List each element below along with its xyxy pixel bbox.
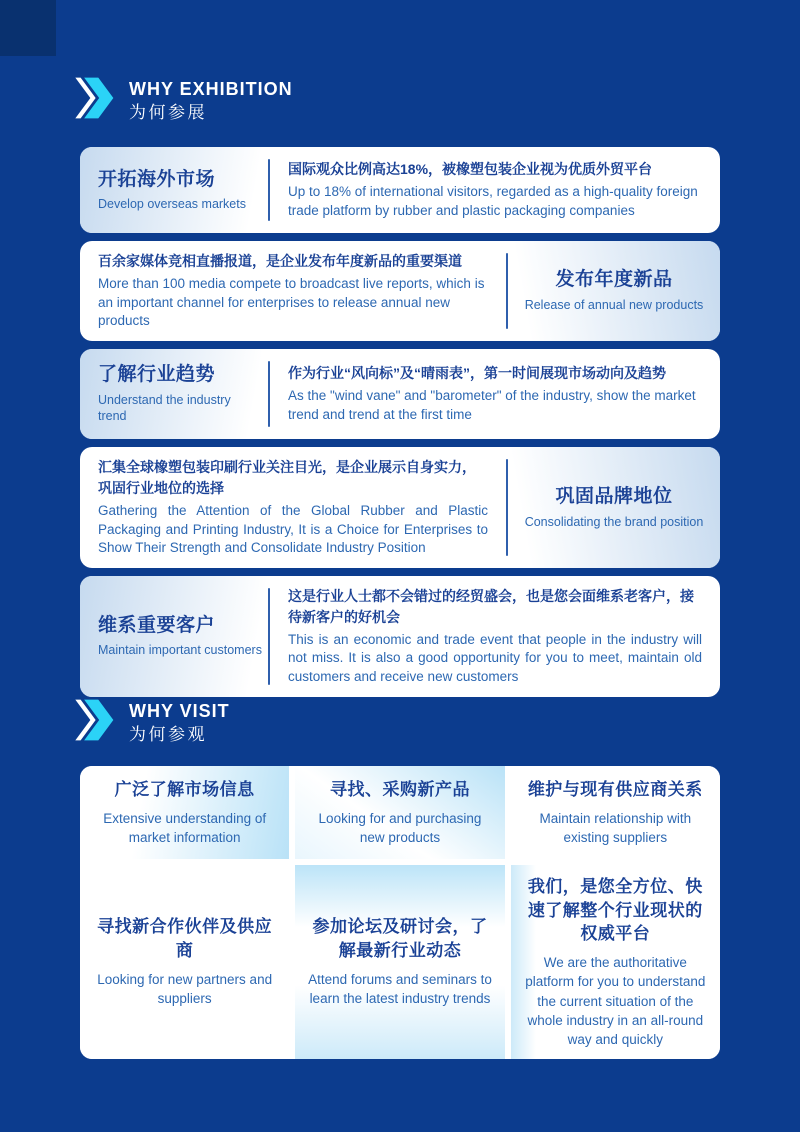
card-body xyxy=(270,147,720,233)
card-body xyxy=(80,447,506,568)
benefit-card-list xyxy=(80,147,720,697)
card-body-zh: 百余家媒体竞相直播报道，是企业发布年度新品的重要渠道 xyxy=(98,253,462,269)
double-chevron-icon xyxy=(70,698,116,747)
card-consolidate-brand-position xyxy=(80,447,720,568)
visit-cell-authoritative-platform xyxy=(511,865,720,1059)
cell-title-zh: 寻找新合作伙伴及供应商 xyxy=(97,917,273,961)
why-visit-header xyxy=(70,698,230,747)
cell-title-en: Extensive understanding of market information xyxy=(103,810,267,845)
visit-cell-purchase-new-products xyxy=(295,766,504,859)
card-body-zh: 国际观众比例高达18%，被橡塑包装企业视为优质外贸平台 xyxy=(288,161,653,178)
card-title-zh: 开拓海外市场 xyxy=(98,168,216,190)
cell-title-en: Maintain relationship with existing suppliers xyxy=(539,810,692,845)
card-title-block xyxy=(80,576,268,697)
card-body-en: More than 100 media compete to broadcast live reports, which is an important channel for enterprises to release annual new products xyxy=(98,276,485,329)
card-body-en: This is an economic and trade event that people in the industry will not miss. It is also a good opportunity for you to meet, maintain old customers and receive new customers xyxy=(288,631,702,684)
card-body xyxy=(270,349,720,439)
card-title-block xyxy=(80,147,268,233)
cell-title-zh: 维护与现有供应商关系 xyxy=(527,779,703,799)
card-title-en: Consolidating the brand position xyxy=(524,514,704,529)
cell-title-en: Looking for new partners and suppliers xyxy=(97,972,273,1007)
card-body-en: Up to 18% of international visitors, regarded as a high-quality foreign trade platform by rubber and plastic packaging companies xyxy=(288,184,698,218)
card-title-zh: 维系重要客户 xyxy=(98,614,216,636)
cell-title-zh: 寻找、采购新产品 xyxy=(329,779,470,799)
cell-title-zh: 我们，是您全方位、快速了解整个行业现状的权威平台 xyxy=(527,876,703,944)
card-title-zh: 巩固品牌地位 xyxy=(555,485,673,507)
heading-zh: 为何参展 xyxy=(129,102,207,122)
card-body-en: Gathering the Attention of the Global Rubber and Plastic Packaging and Printing Industry, It is a Choice for Enterprises to Show Their Strength and Consolidate Industry Position xyxy=(98,502,488,556)
visit-cell-forums-seminars xyxy=(295,865,504,1059)
card-body-zh: 汇集全球橡塑包装印刷行业关注目光，是企业展示自身实力，巩固行业地位的选择 xyxy=(98,458,476,496)
card-body-zh: 作为行业“风向标”及“晴雨表”，第一时间展现市场动向及趋势 xyxy=(288,365,666,382)
card-title-block xyxy=(508,241,720,341)
double-chevron-icon xyxy=(70,76,116,125)
visit-reasons-grid xyxy=(80,766,720,1059)
heading-zh: 为何参观 xyxy=(129,724,207,744)
card-title-en: Understand the industry trend xyxy=(98,393,231,424)
card-understand-industry-trend xyxy=(80,349,720,439)
card-title-en: Release of annual new products xyxy=(524,298,704,313)
heading-en: WHY EXHIBITION xyxy=(129,78,293,99)
card-title-zh: 发布年度新品 xyxy=(555,269,673,291)
cell-title-en: Looking for and purchasing new products xyxy=(318,810,482,845)
card-maintain-important-customers xyxy=(80,576,720,697)
card-body xyxy=(80,241,506,341)
card-body-zh: 这是行业人士都不会错过的经贸盛会，也是您会面维系老客户，接待新客户的好机会 xyxy=(288,587,694,625)
cell-title-en: Attend forums and seminars to learn the latest industry trends xyxy=(308,972,492,1007)
card-body-en: As the "wind vane" and "barometer" of the industry, show the market trend and trend at the first time xyxy=(288,388,696,422)
card-body xyxy=(270,576,720,697)
card-title-zh: 了解行业趋势 xyxy=(98,364,216,386)
why-exhibition-header xyxy=(70,76,293,125)
card-title-block xyxy=(508,447,720,568)
visit-cell-new-partners xyxy=(80,865,289,1059)
card-title-block xyxy=(80,349,268,439)
card-title-en: Develop overseas markets xyxy=(98,197,246,212)
cell-title-zh: 参加论坛及研讨会，了解最新行业动态 xyxy=(312,917,488,961)
heading-en: WHY VISIT xyxy=(129,700,230,721)
card-title-en: Maintain important customers xyxy=(98,643,262,658)
why-exhibition-heading xyxy=(129,79,293,122)
card-develop-overseas-markets xyxy=(80,147,720,233)
visit-cell-market-information xyxy=(80,766,289,859)
why-visit-heading xyxy=(129,701,230,744)
cell-title-en: We are the authoritative platform for you to understand the current situation of the whole industry in an all-round way and quickly xyxy=(525,955,706,1047)
corner-decoration xyxy=(0,0,56,56)
visit-cell-existing-suppliers xyxy=(511,766,720,859)
card-release-annual-new-products xyxy=(80,241,720,341)
cell-title-zh: 广泛了解市场信息 xyxy=(114,779,255,799)
